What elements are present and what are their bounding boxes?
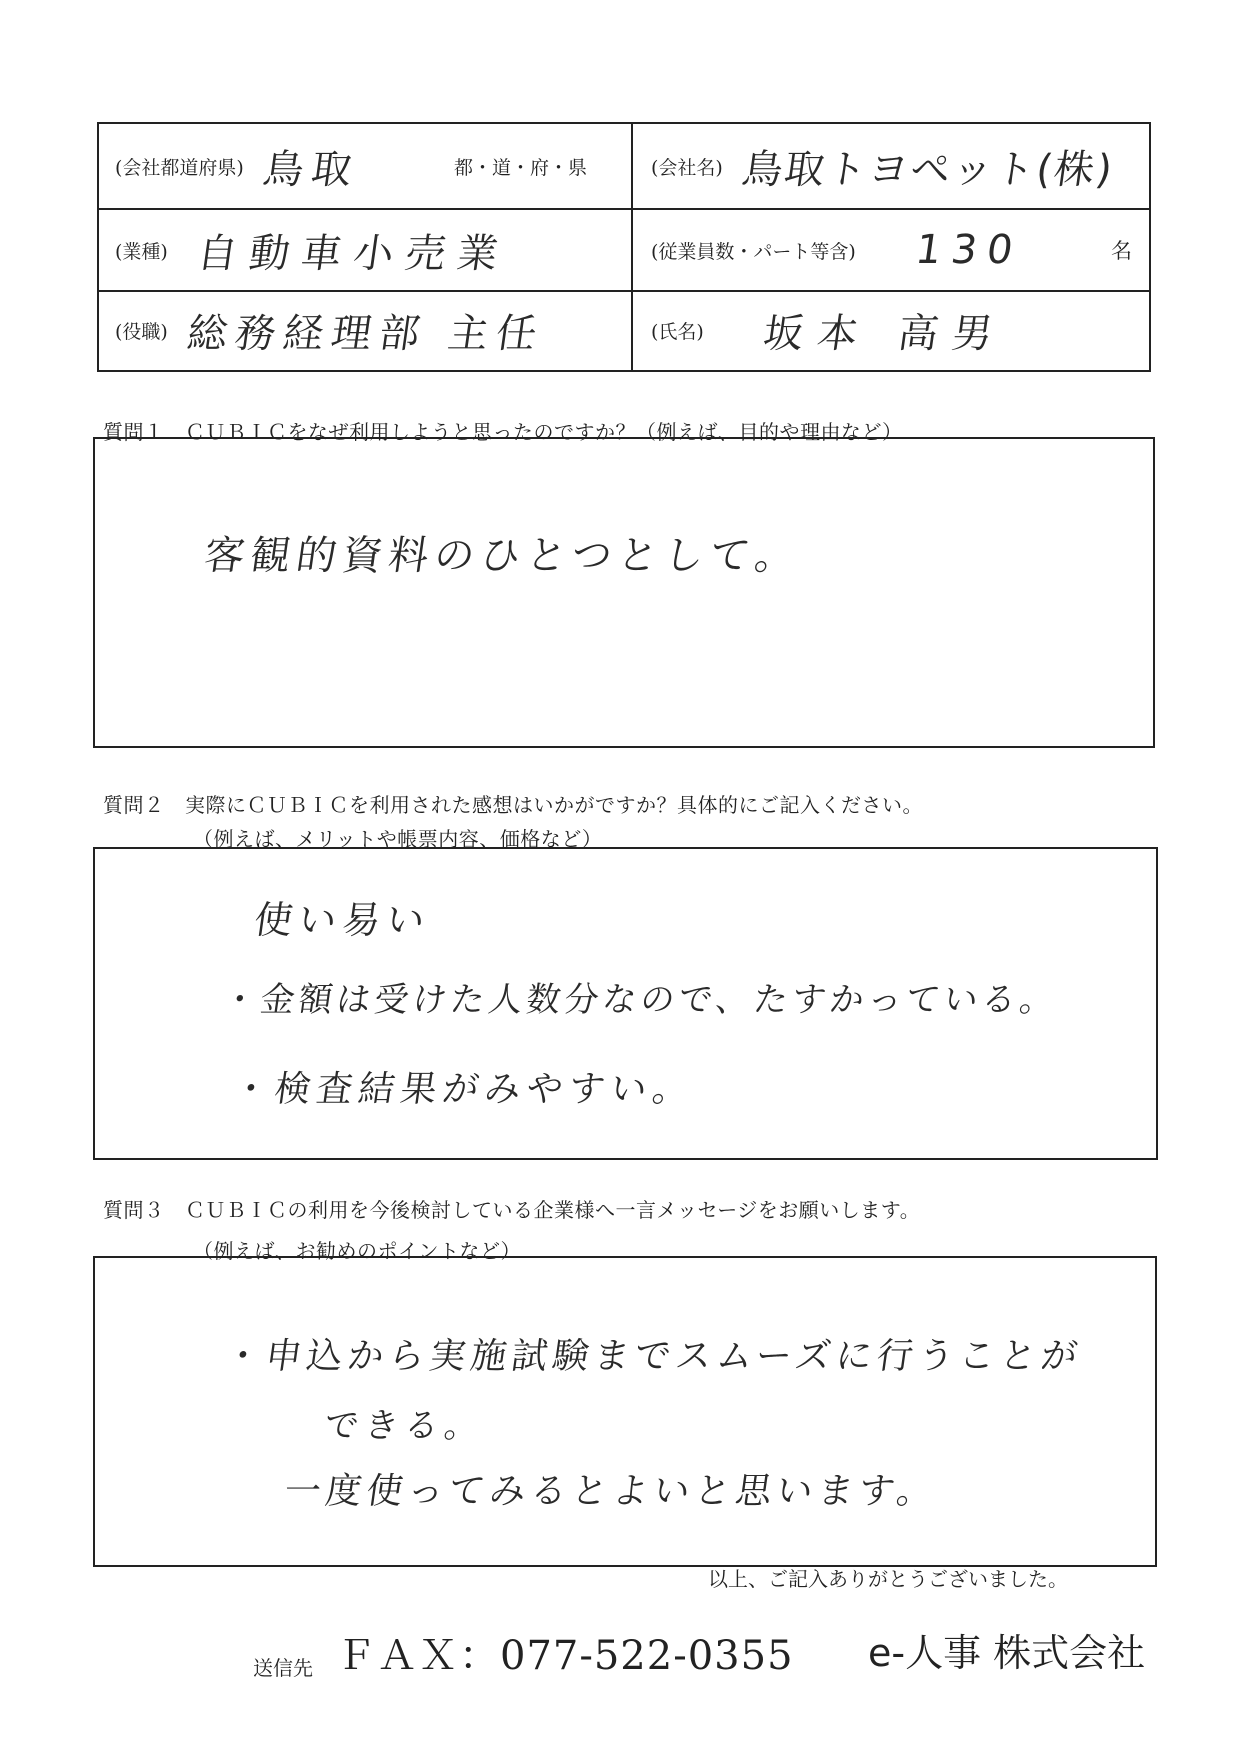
company-label: (会社名) bbox=[651, 156, 723, 179]
respondent-info-table bbox=[97, 122, 1151, 372]
prefecture-value: 鳥取 bbox=[260, 146, 363, 193]
industry-label: (業種) bbox=[115, 240, 168, 263]
question-2-answer-line: ・金額は受けた人数分なので、たすかっている。 bbox=[219, 980, 1061, 1020]
prefecture-suffix: 都・道・府・県 bbox=[454, 156, 588, 179]
send-to-label: 送信先 bbox=[253, 1656, 313, 1680]
employees-unit-cell bbox=[1111, 210, 1132, 290]
question-2-text: 質問２ 実際にＣＵＢＩＣを利用された感想はいかがですか？具体的にご記入ください。 bbox=[103, 793, 923, 817]
industry-cell bbox=[115, 210, 513, 290]
name-value: 坂本 高男 bbox=[760, 310, 1010, 357]
prefecture-cell bbox=[115, 126, 363, 206]
position-value: 総務経理部 主任 bbox=[184, 310, 548, 357]
question-2-example: （例えば、メリットや帳票内容、価格など） bbox=[193, 827, 603, 851]
name-label: (氏名) bbox=[651, 320, 704, 343]
question-1-answer-box bbox=[93, 437, 1155, 748]
question-3-answer-line: できる。 bbox=[321, 1406, 488, 1446]
prefecture-suffix-cell bbox=[454, 126, 587, 206]
fax-number: ＦＡＸ：077-522-0355 bbox=[336, 1633, 794, 1679]
position-cell bbox=[115, 290, 548, 370]
position-label: (役職) bbox=[115, 320, 168, 343]
question-3-answer-line: ・申込から実施試験までスムーズに行うことが bbox=[221, 1336, 1085, 1377]
prefecture-label: (会社都道府県) bbox=[115, 156, 244, 179]
table-divider bbox=[631, 124, 633, 370]
question-2-answer-box bbox=[93, 847, 1158, 1160]
employees-label: (従業員数・パート等含) bbox=[651, 240, 856, 263]
employees-cell bbox=[651, 210, 1026, 290]
industry-value: 自動車小売業 bbox=[194, 230, 513, 277]
question-1-answer-line: 客観的資料のひとつとして。 bbox=[201, 533, 805, 579]
employees-value: 130 bbox=[912, 227, 1026, 273]
thanks-text: 以上、ご記入ありがとうございました。 bbox=[708, 1567, 1068, 1591]
question-2-answer-line: ・検査結果がみやすい。 bbox=[229, 1069, 698, 1110]
employees-unit: 名 bbox=[1111, 239, 1132, 263]
question-3-answer-line: 一度使ってみるとよいと思います。 bbox=[281, 1471, 941, 1512]
name-cell bbox=[651, 290, 1010, 370]
question-3-answer-box bbox=[93, 1256, 1157, 1567]
question-3-example: （例えば、お勧めのポイントなど） bbox=[193, 1239, 521, 1263]
company-cell bbox=[651, 126, 1117, 206]
company-value: 鳥取トヨペット(株) bbox=[739, 146, 1117, 193]
question-3-text: 質問３ ＣＵＢＩＣの利用を今後検討している企業様へ一言メッセージをお願いします。 bbox=[103, 1198, 921, 1222]
company-name: e-人事 株式会社 bbox=[868, 1631, 1146, 1675]
question-1-text: 質問１ ＣＵＢＩＣをなぜ利用しようと思ったのですか？（例えば、目的や理由など） bbox=[103, 420, 903, 444]
question-2-answer-line: 使い易い bbox=[251, 898, 434, 942]
